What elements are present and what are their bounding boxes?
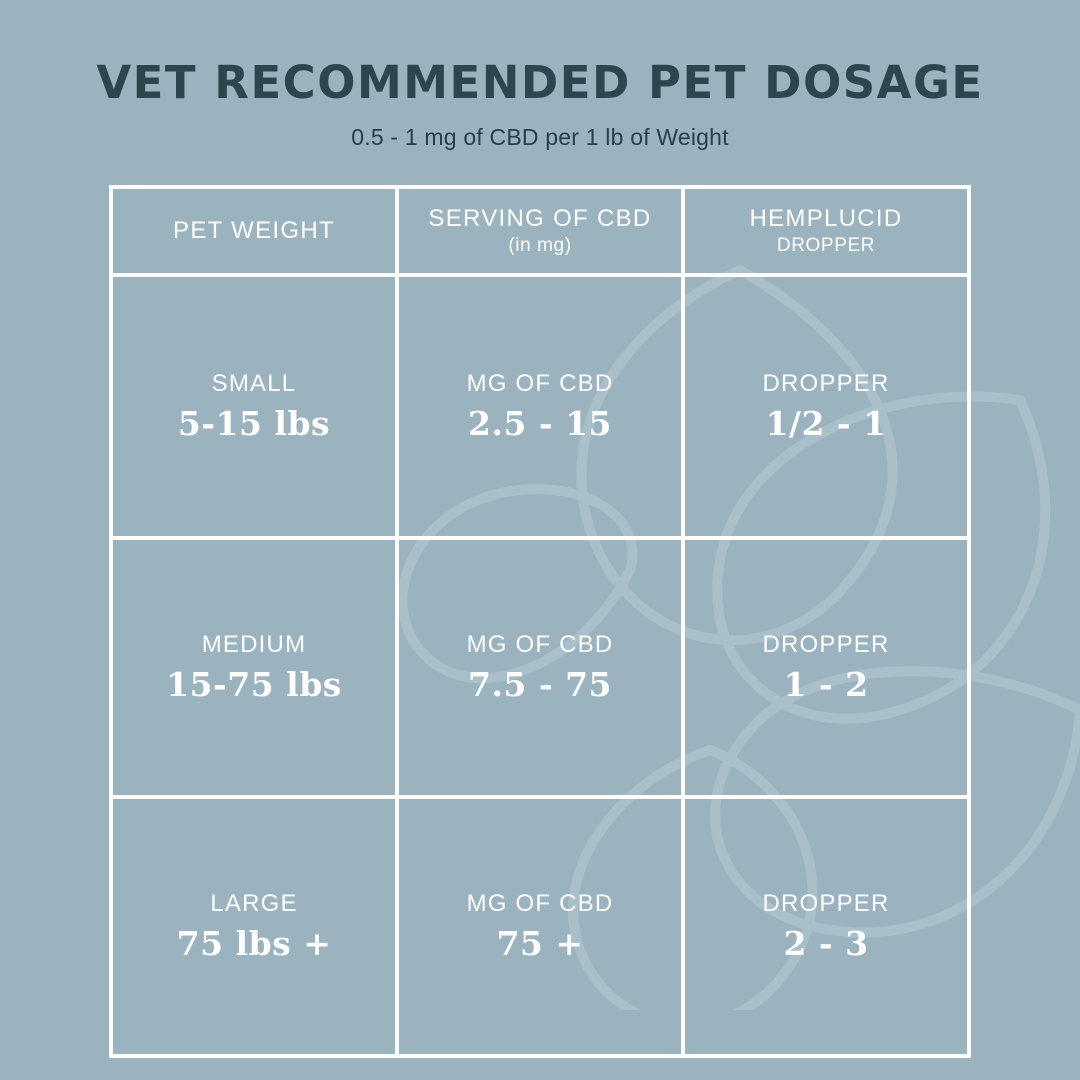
cell-value: 2 - 3 <box>783 923 869 963</box>
cell-value: 75 lbs + <box>176 923 332 963</box>
cell-value: 1/2 - 1 <box>765 403 887 443</box>
column-header-subtitle: DROPPER <box>776 234 876 256</box>
cell-weight-small <box>113 277 395 536</box>
column-header-title: SERVING OF CBD <box>428 205 652 233</box>
column-header-subtitle: (in mg) <box>508 234 572 256</box>
cell-dropper-large <box>681 799 967 1054</box>
cell-label: DROPPER <box>762 889 890 917</box>
cell-label: MEDIUM <box>201 630 307 658</box>
cell-weight-medium <box>113 540 395 795</box>
page-title: VET RECOMMENDED PET DOSAGE <box>96 56 984 109</box>
column-header-serving-of-cbd <box>395 189 681 273</box>
cell-dropper-medium <box>681 540 967 795</box>
table-row <box>113 795 967 1054</box>
cell-serving-large <box>395 799 681 1054</box>
cell-value: 1 - 2 <box>783 664 869 704</box>
cell-serving-small <box>395 277 681 536</box>
cell-label: SMALL <box>211 369 297 397</box>
cell-serving-medium <box>395 540 681 795</box>
page-subtitle: 0.5 - 1 mg of CBD per 1 lb of Weight <box>351 123 729 150</box>
table-row <box>113 536 967 795</box>
dosage-table <box>109 185 971 1058</box>
cell-value: 75 + <box>496 923 584 963</box>
table-header-row <box>113 189 967 277</box>
cell-label: DROPPER <box>762 630 890 658</box>
cell-label: DROPPER <box>762 369 890 397</box>
cell-label: MG OF CBD <box>466 369 614 397</box>
column-header-hemplucid-dropper <box>681 189 967 273</box>
table-row <box>113 277 967 536</box>
cell-dropper-small <box>681 277 967 536</box>
cell-value: 15-75 lbs <box>166 664 342 704</box>
cell-value: 2.5 - 15 <box>467 403 612 443</box>
cell-value: 7.5 - 75 <box>467 664 612 704</box>
column-header-pet-weight <box>113 189 395 273</box>
column-header-title: HEMPLUCID <box>749 205 903 233</box>
column-header-title: PET WEIGHT <box>173 216 335 244</box>
cell-label: LARGE <box>210 889 298 917</box>
cell-label: MG OF CBD <box>466 630 614 658</box>
cell-weight-large <box>113 799 395 1054</box>
cell-label: MG OF CBD <box>466 889 614 917</box>
cell-value: 5-15 lbs <box>177 403 331 443</box>
